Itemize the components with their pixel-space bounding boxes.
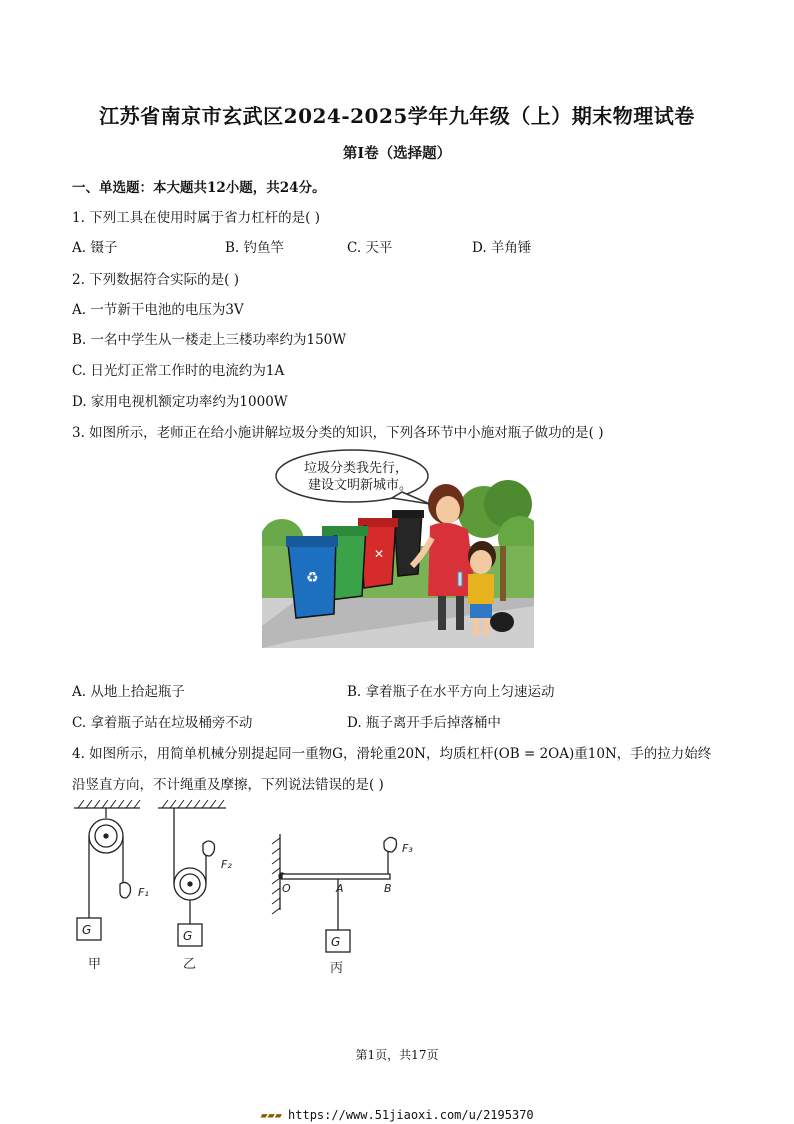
question-3-option-d: D. 瓶子离开手后掉落桶中 [347,715,501,731]
svg-text:♻: ♻ [306,570,319,586]
question-2-stem: 2. 下列数据符合实际的是( ) [72,272,239,288]
caption-yi: 乙 [183,957,197,972]
question-1-option-a: A. 镊子 [72,240,118,256]
logo-icon: ▰▰▰ [260,1108,283,1122]
question-4-stem-line-1: 4. 如图所示，用简单机械分别提起同一重物G，滑轮重20N，均质杠杆(OB = 2OA)重10N，手的拉力始终 [72,746,712,762]
simple-machines-figure [66,796,446,980]
paper-subtitle: 第I卷（选择题） [342,145,452,162]
question-3-option-c: C. 拿着瓶子站在垃圾桶旁不动 [72,715,253,731]
question-3-option-a: A. 从地上拾起瓶子 [72,684,185,700]
force-label-f1: F₁ [138,886,149,899]
fixed-pulley-diagram [74,800,149,972]
point-o-label: O [282,882,291,895]
point-a-label: A [336,882,344,895]
question-2-option-d: D. 家用电视机额定功率约为1000W [72,394,288,410]
force-label-f2: F₂ [221,858,232,871]
page-title: 江苏省南京市玄武区2024-2025学年九年级（上）期末物理试卷 [99,104,695,128]
weight-label-3: G [331,935,341,949]
question-2-option-b: B. 一名中学生从一楼走上三楼功率约为150W [72,332,347,348]
speech-line-1: 垃圾分类我先行， [304,461,409,476]
question-2-option-a: A. 一节新干电池的电压为3V [72,302,244,318]
section-heading: 一、单选题：本大题共12小题，共24分。 [72,180,326,196]
point-b-label: B [384,882,392,895]
speech-line-2: 建设文明新城市。 [308,478,413,493]
weight-label-2: G [183,929,193,943]
question-1-option-c: C. 天平 [347,240,393,256]
question-1-stem: 1. 下列工具在使用时属于省力杠杆的是( ) [72,210,320,226]
footer-watermark [0,1108,794,1122]
force-label-f3: F₃ [402,842,413,855]
svg-text:✕: ✕ [374,547,385,561]
question-1-option-d: D. 羊角锤 [472,240,532,256]
footer-url-text[interactable]: https://www.51jiaoxi.com/u/2195370 [288,1108,534,1122]
garbage-sorting-illustration [262,446,534,648]
question-3-stem: 3. 如图所示，老师正在给小施讲解垃圾分类的知识，下列各环节中小施对瓶子做功的是( ) [72,425,604,441]
question-2-option-c: C. 日光灯正常工作时的电流约为1A [72,363,285,379]
movable-pulley-diagram [158,800,232,972]
caption-jia: 甲 [88,957,102,972]
question-3-option-b: B. 拿着瓶子在水平方向上匀速运动 [347,684,555,700]
lever-diagram [272,834,413,976]
page-number: 第1页，共17页 [355,1048,439,1062]
speech-bubble [276,450,430,504]
question-4-stem-line-2: 沿竖直方向，不计绳重及摩擦，下列说法错误的是( ) [72,777,384,793]
caption-bing: 丙 [330,961,344,976]
weight-label-1: G [82,923,92,937]
question-1-option-b: B. 钓鱼竿 [225,240,285,256]
